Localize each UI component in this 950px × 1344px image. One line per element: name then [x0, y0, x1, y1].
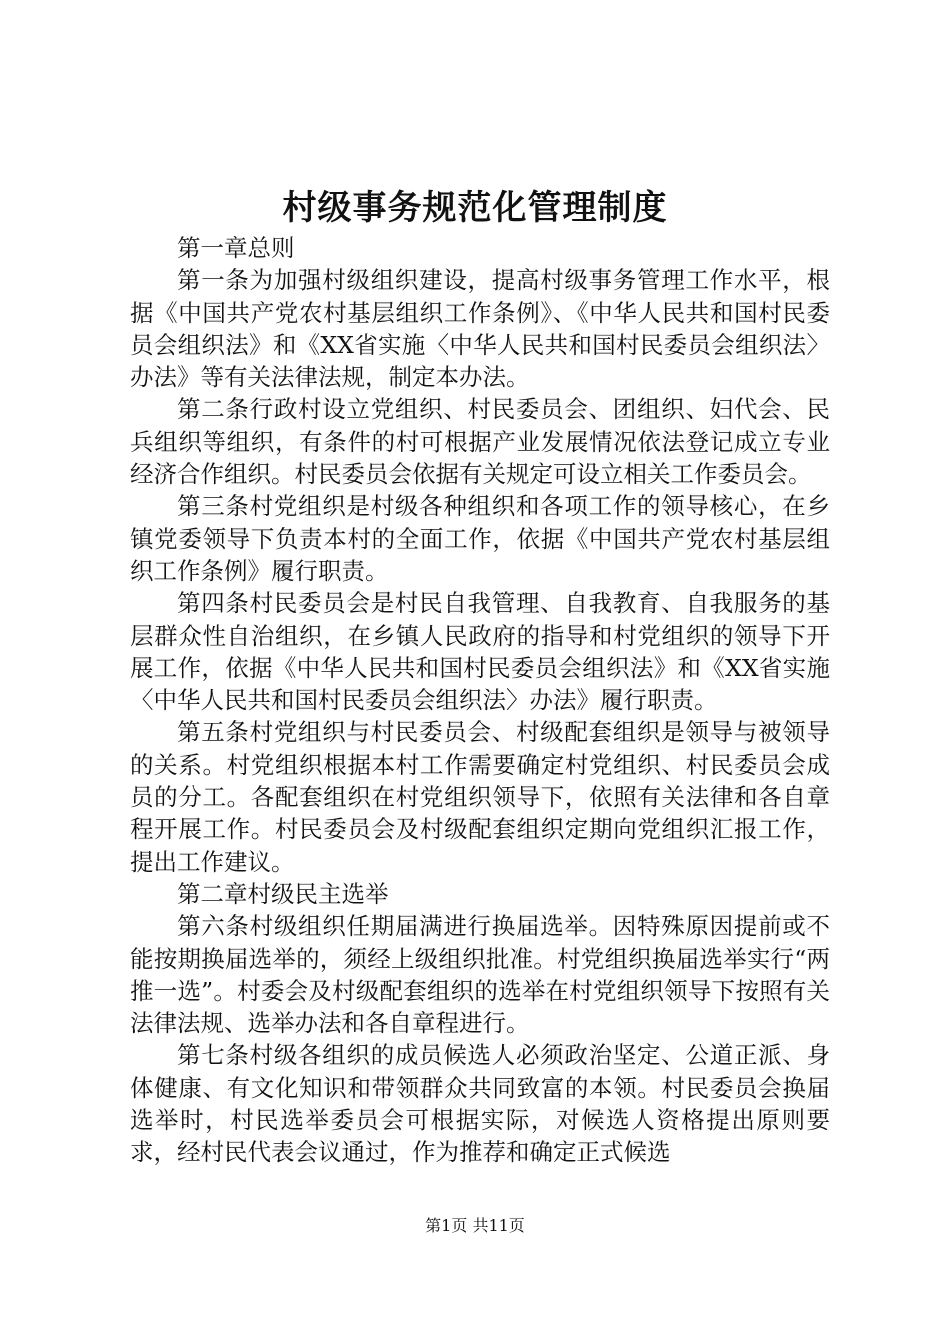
article-paragraph: 第二条行政村设立党组织、村民委员会、团组织、妇代会、民兵组织等组织，有条件的村可根据产业发展情况依法登记成立专业经济合作组织。村民委员会依据有关规定可设立相关工作委员会。: [130, 395, 830, 489]
article-paragraph: 第七条村级各组织的成员候选人必须政治坚定、公道正派、身体健康、有文化知识和带领群众共同致富的本领。村民委员会换届选举时，村民选举委员会可根据实际，对候选人资格提出原则要求，经村民代表会议通过，作为推荐和确定正式候选: [130, 1041, 830, 1167]
article-paragraph: 第五条村党组织与村民委员会、村级配套组织是领导与被领导的关系。村党组织根据本村工作需要确定村党组织、村民委员会成员的分工。各配套组织在村党组织领导下，依照有关法律和各自章程开展工作。村民委员会及村级配套组织定期向党组织汇报工作，提出工作建议。: [130, 718, 830, 876]
document-title: 村级事务规范化管理制度: [282, 188, 668, 228]
article-paragraph: 第三条村党组织是村级各种组织和各项工作的领导核心，在乡镇党委领导下负责本村的全面工作，依据《中国共产党农村基层组织工作条例》履行职责。: [130, 492, 830, 585]
chapter-heading: 第二章村级民主选举: [177, 879, 389, 908]
article-paragraph: 第六条村级组织任期届满进行换届选举。因特殊原因提前或不能按期换届选举的，须经上级组织批准。村党组织换届选举实行“两推一选”。村委会及村级配套组织的选举在村党组织领导下按照有关法律法规、选举办法和各自章程进行。: [130, 912, 830, 1038]
document-body: [130, 232, 830, 1169]
page-footer: 第1页 共11页: [425, 1216, 525, 1235]
article-paragraph: 第一条为加强村级组织建设，提高村级事务管理工作水平，根据《中国共产党农村基层组织工作条例》、《中华人民共和国村民委员会组织法》和《XX省实施〈中华人民共和国村民委员会组织法〉办法》等有关法律法规，制定本办法。: [130, 266, 830, 392]
chapter-heading: 第一章总则: [177, 234, 295, 262]
article-paragraph: 第四条村民委员会是村民自我管理、自我教育、自我服务的基层群众性自治组织，在乡镇人民政府的指导和村党组织的领导下开展工作，依据《中华人民共和国村民委员会组织法》和《XX省实施〈中华人民共和国村民委员会组织法〉办法》履行职责。: [130, 589, 830, 715]
